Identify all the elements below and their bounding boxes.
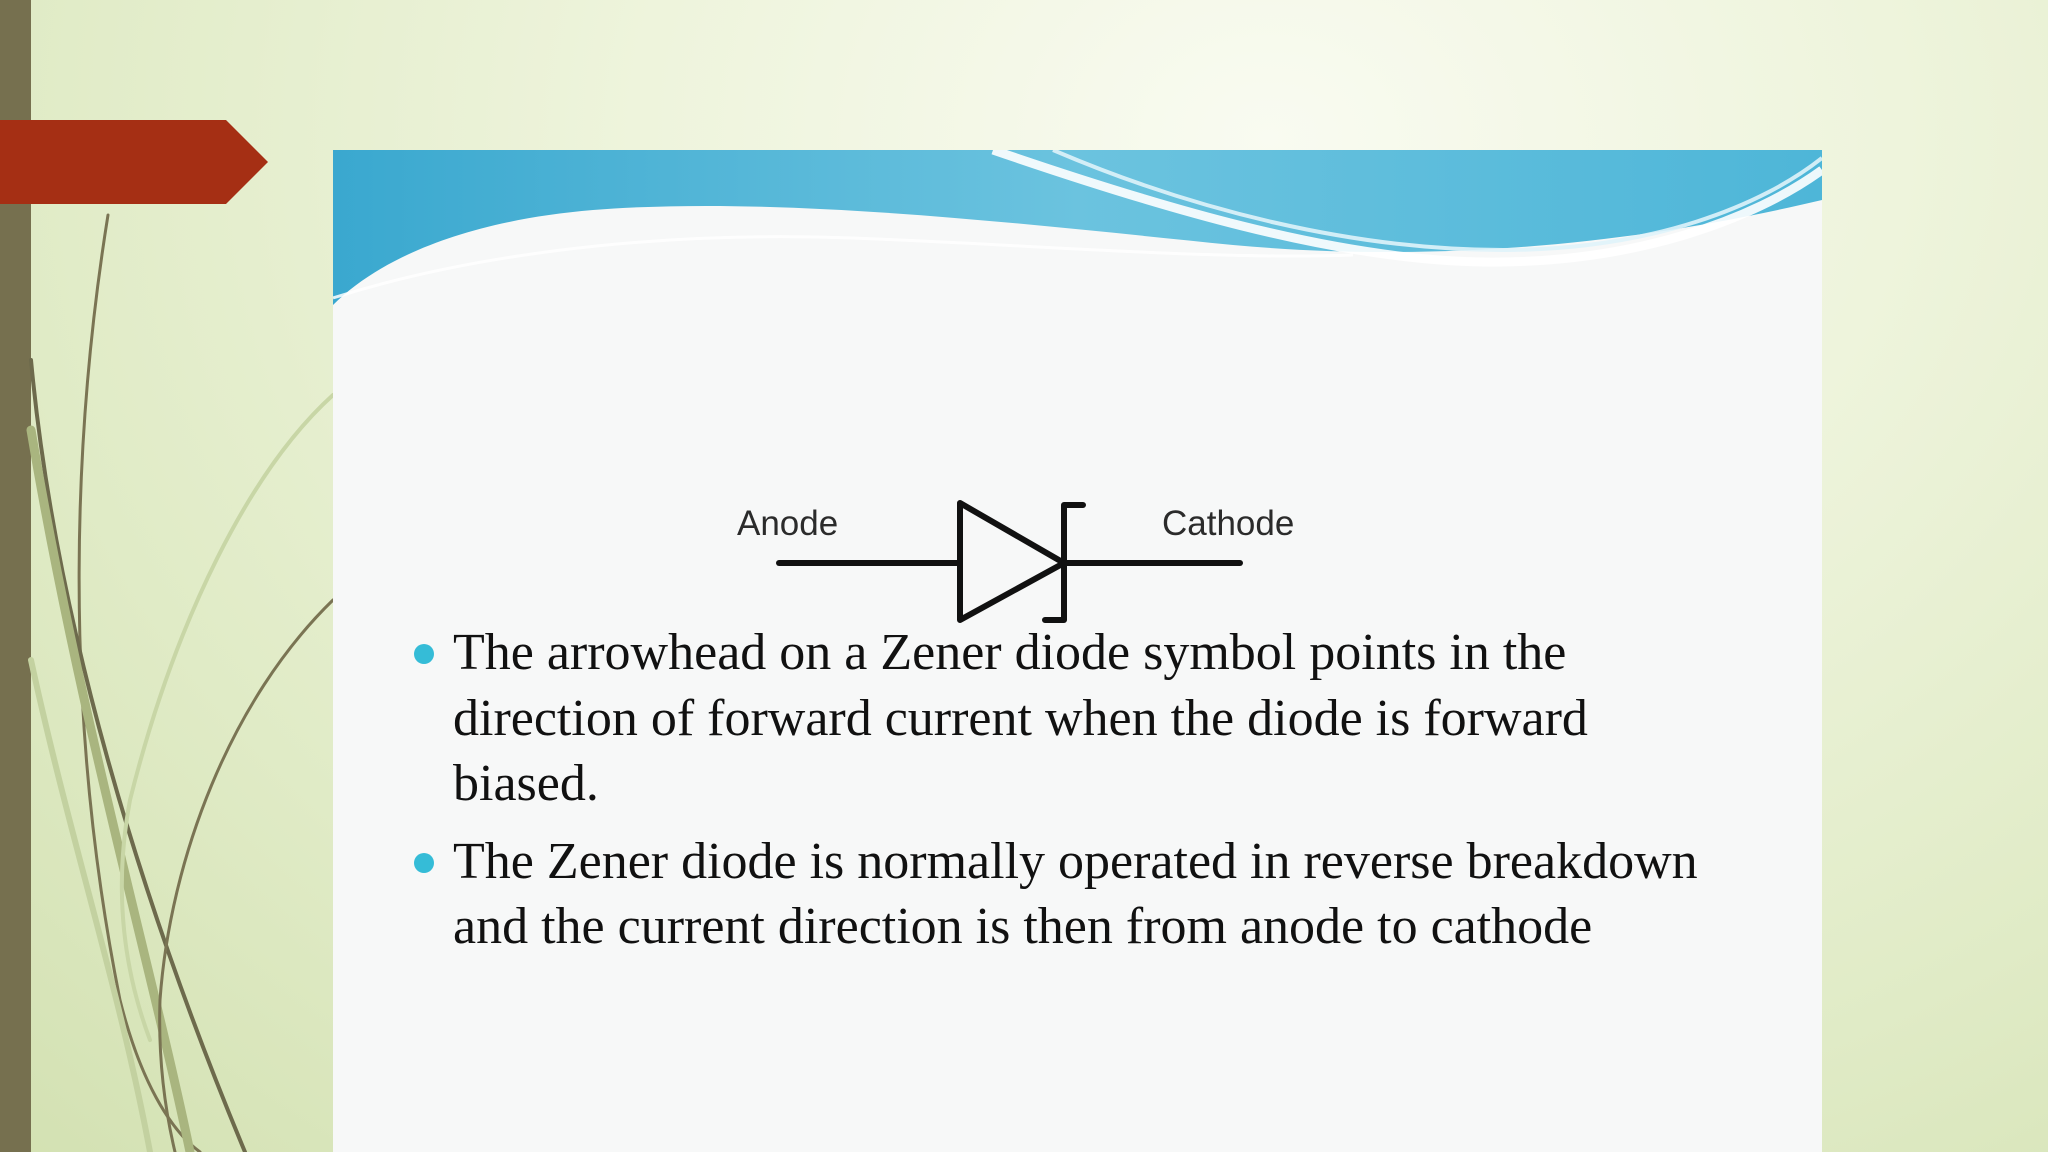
accent-arrow-tag xyxy=(0,120,268,204)
bullet-item-1 xyxy=(453,620,1743,817)
diode-arrowhead-triangle xyxy=(960,503,1064,620)
anode-label: Anode xyxy=(737,504,839,543)
bullet-text-2: The Zener diode is normally operated in reverse breakdown and the current direction is then from anode to cathode xyxy=(453,832,1698,955)
cathode-label: Cathode xyxy=(1162,504,1295,543)
slide-card xyxy=(333,150,1822,1152)
bullet-list xyxy=(333,620,1822,972)
bullet-dot-icon xyxy=(414,853,434,873)
zener-diode-diagram xyxy=(673,320,1373,660)
bullet-item-2 xyxy=(453,829,1743,960)
wave-banner xyxy=(333,150,1822,320)
bullet-text-1: The arrowhead on a Zener diode symbol points in the direction of forward current when the diode is forward biased. xyxy=(453,624,1588,812)
bullet-dot-icon xyxy=(414,644,434,664)
